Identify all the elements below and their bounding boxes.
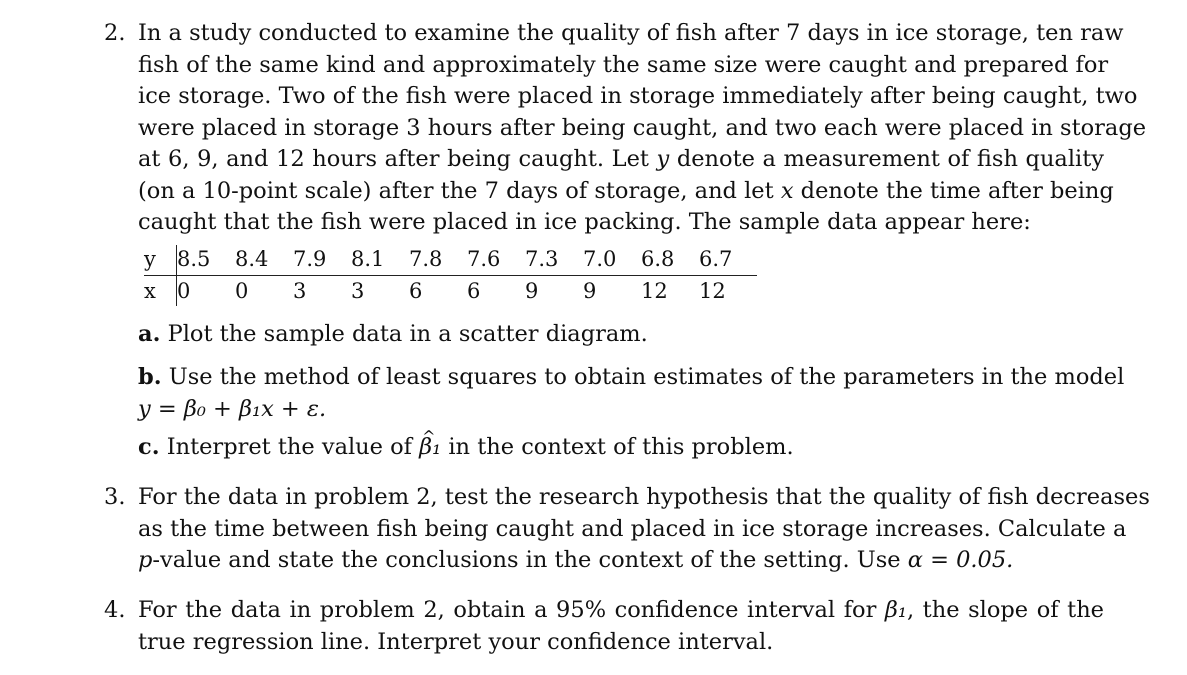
y-value: 7.8	[409, 246, 443, 271]
statement-line: were placed in storage 3 hours after being caught, and two each were placed in storage	[138, 114, 1147, 141]
statement-line: as the time between fish being caught and placed in ice storage increases. Calculate a	[138, 515, 1127, 542]
x-value: 12	[641, 275, 699, 306]
statement-line: caught that the fish were placed in ice packing. The sample data appear here:	[138, 209, 1031, 235]
x-value: 0	[235, 275, 293, 306]
problem-number: 4.	[104, 597, 126, 623]
row-label-y: y	[144, 245, 177, 276]
problem-2	[104, 18, 1147, 306]
y-value: 7.9	[293, 246, 327, 271]
sample-data-table	[144, 245, 757, 306]
x-value: 3	[293, 275, 351, 306]
statement-line: In a study conducted to examine the quality of fish after 7 days in ice storage, ten raw	[138, 20, 1124, 46]
problem-statement	[138, 18, 1147, 306]
statement-line: fish of the same kind and approximately the same size were caught and prepared for	[138, 51, 1109, 78]
part-b	[138, 362, 1125, 425]
part-text: Plot the sample data in a scatter diagram.	[160, 321, 648, 347]
x-value: 12	[699, 275, 757, 306]
x-value: 3	[351, 275, 409, 306]
y-value: 7.3	[525, 246, 559, 271]
x-value: 9	[583, 275, 641, 306]
y-value: 7.6	[467, 246, 501, 271]
statement-line: (on a 10-point scale) after the 7 days of storage, and let x denote the time after being	[138, 177, 1114, 204]
table-row	[144, 245, 757, 276]
part-c: c. Interpret the value of β₁ ^ in the context of this problem.	[138, 432, 1138, 464]
x-value: 9	[525, 275, 583, 306]
problem-3	[104, 482, 1150, 577]
problem-number: 2.	[104, 20, 126, 46]
y-value: 8.1	[351, 246, 385, 271]
problem-statement	[138, 482, 1150, 577]
part-label: c.	[138, 434, 160, 460]
y-value: 6.7	[699, 246, 733, 271]
x-value: 0	[177, 275, 236, 306]
table-row	[144, 275, 757, 306]
problem-number: 3.	[104, 484, 126, 510]
statement-line: at 6, 9, and 12 hours after being caught. Let y denote a measurement of fish quality	[138, 146, 1104, 172]
x-value: 6	[409, 275, 467, 306]
part-a	[138, 319, 1138, 351]
part-label: b.	[138, 364, 162, 390]
statement-line: For the data in problem 2, test the research hypothesis that the quality of fish decreases	[138, 484, 1150, 510]
y-value: 8.5	[177, 246, 211, 271]
y-value: 8.4	[235, 246, 269, 271]
statement-line: true regression line. Interpret your confidence interval.	[138, 628, 774, 655]
y-value: 6.8	[641, 246, 675, 271]
x-value: 6	[467, 275, 525, 306]
statement-line: For the data in problem 2, obtain a 95% confidence interval for β₁, the slope of the	[138, 597, 1105, 623]
problem-statement	[138, 595, 1104, 658]
statement-line: ice storage. Two of the fish were placed in storage immediately after being caught, two	[138, 83, 1138, 109]
beta1-hat-symbol: β₁ ^	[419, 432, 441, 464]
part-label: a.	[138, 321, 161, 347]
row-label-x: x	[144, 275, 177, 306]
part-text: Use the method of least squares to obtain estimates of the parameters in the model	[161, 364, 1125, 390]
statement-line: p-value and state the conclusions in the context of the setting. Use α = 0.05.	[138, 547, 1014, 573]
problem-4	[104, 595, 1104, 658]
regression-model: y = β₀ + β₁x + ε.	[138, 395, 327, 422]
y-value: 7.0	[583, 246, 617, 271]
